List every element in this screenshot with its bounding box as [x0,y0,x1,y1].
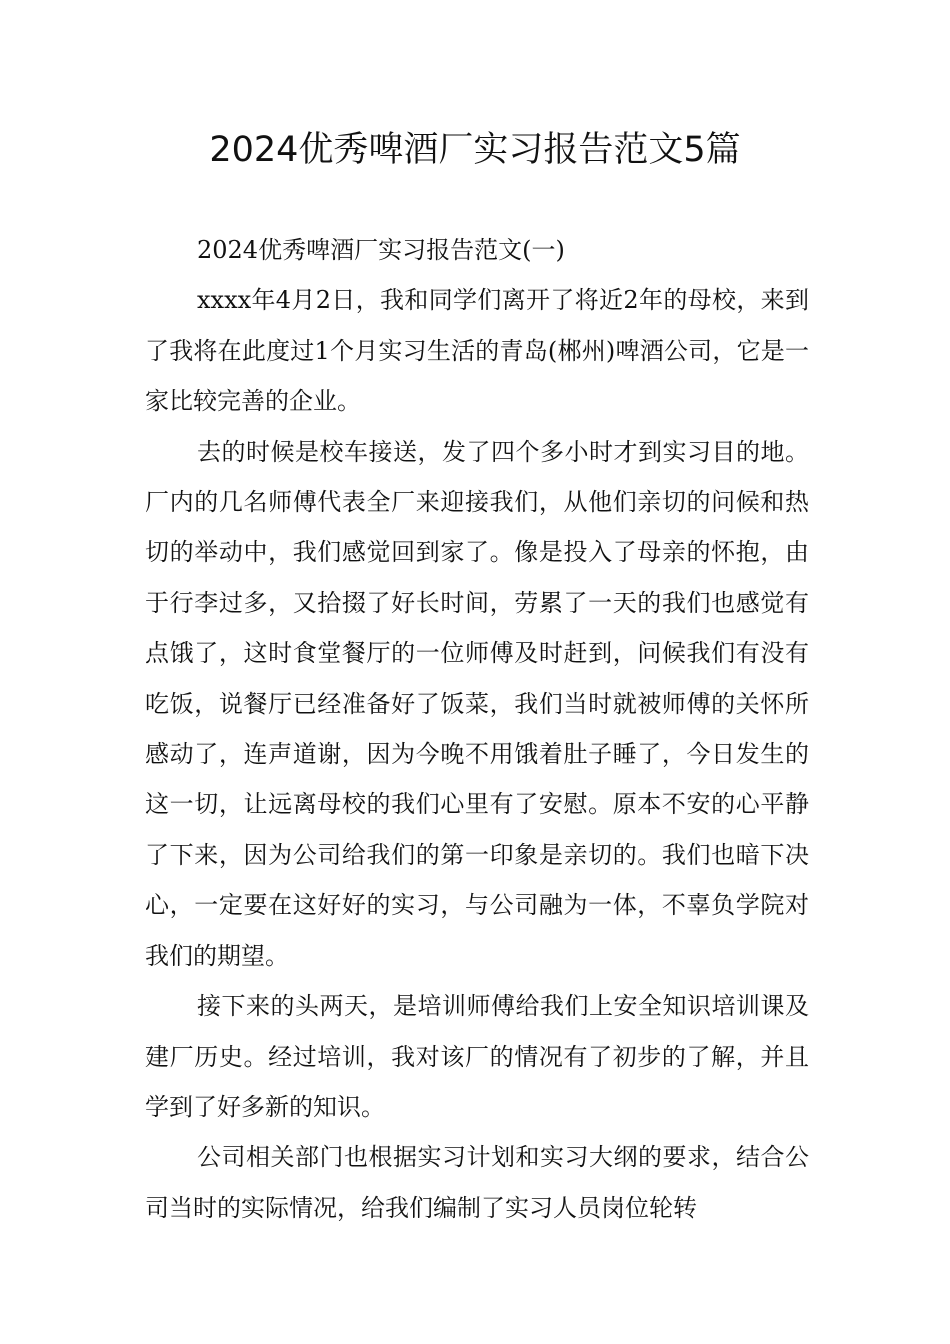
section-heading: 2024优秀啤酒厂实习报告范文(一) [197,236,565,264]
document-title: 2024优秀啤酒厂实习报告范文5篇 [209,130,741,170]
paragraph: 去的时候是校车接送，发了四个多小时才到实习目的地。厂内的几名师傅代表全厂来迎接我们，从他们亲切的问候和热切的举动中，我们感觉回到家了。像是投入了母亲的怀抱，由于行李过多，又拾掇了好长时间，劳累了一天的我们也感觉有点饿了，这时食堂餐厅的一位师傅及时赶到，问候我们有没有吃饭，说餐厅已经准备好了饭菜，我们当时就被师傅的关怀所感动了，连声道谢，因为今晚不用饿着肚子睡了，今日发生的这一切，让远离母校的我们心里有了安慰。原本不安的心平静了下来，因为公司给我们的第一印象是亲切的。我们也暗下决心，一定要在这好好的实习，与公司融为一体，不辜负学院对我们的期望。 [145,437,809,970]
paragraph: 接下来的头两天，是培训师傅给我们上安全知识培训课及建厂历史。经过培训，我对该厂的情况有了初步的了解，并且学到了好多新的知识。 [145,992,809,1121]
document-body [145,225,809,1233]
paragraph: xxxx年4月2日，我和同学们离开了将近2年的母校，来到了我将在此度过1个月实习生活的青岛(郴州)啤酒公司，它是一家比较完善的企业。 [145,286,809,416]
paragraph: 公司相关部门也根据实习计划和实习大纲的要求，结合公司当时的实际情况，给我们编制了实习人员岗位轮转 [145,1143,809,1222]
